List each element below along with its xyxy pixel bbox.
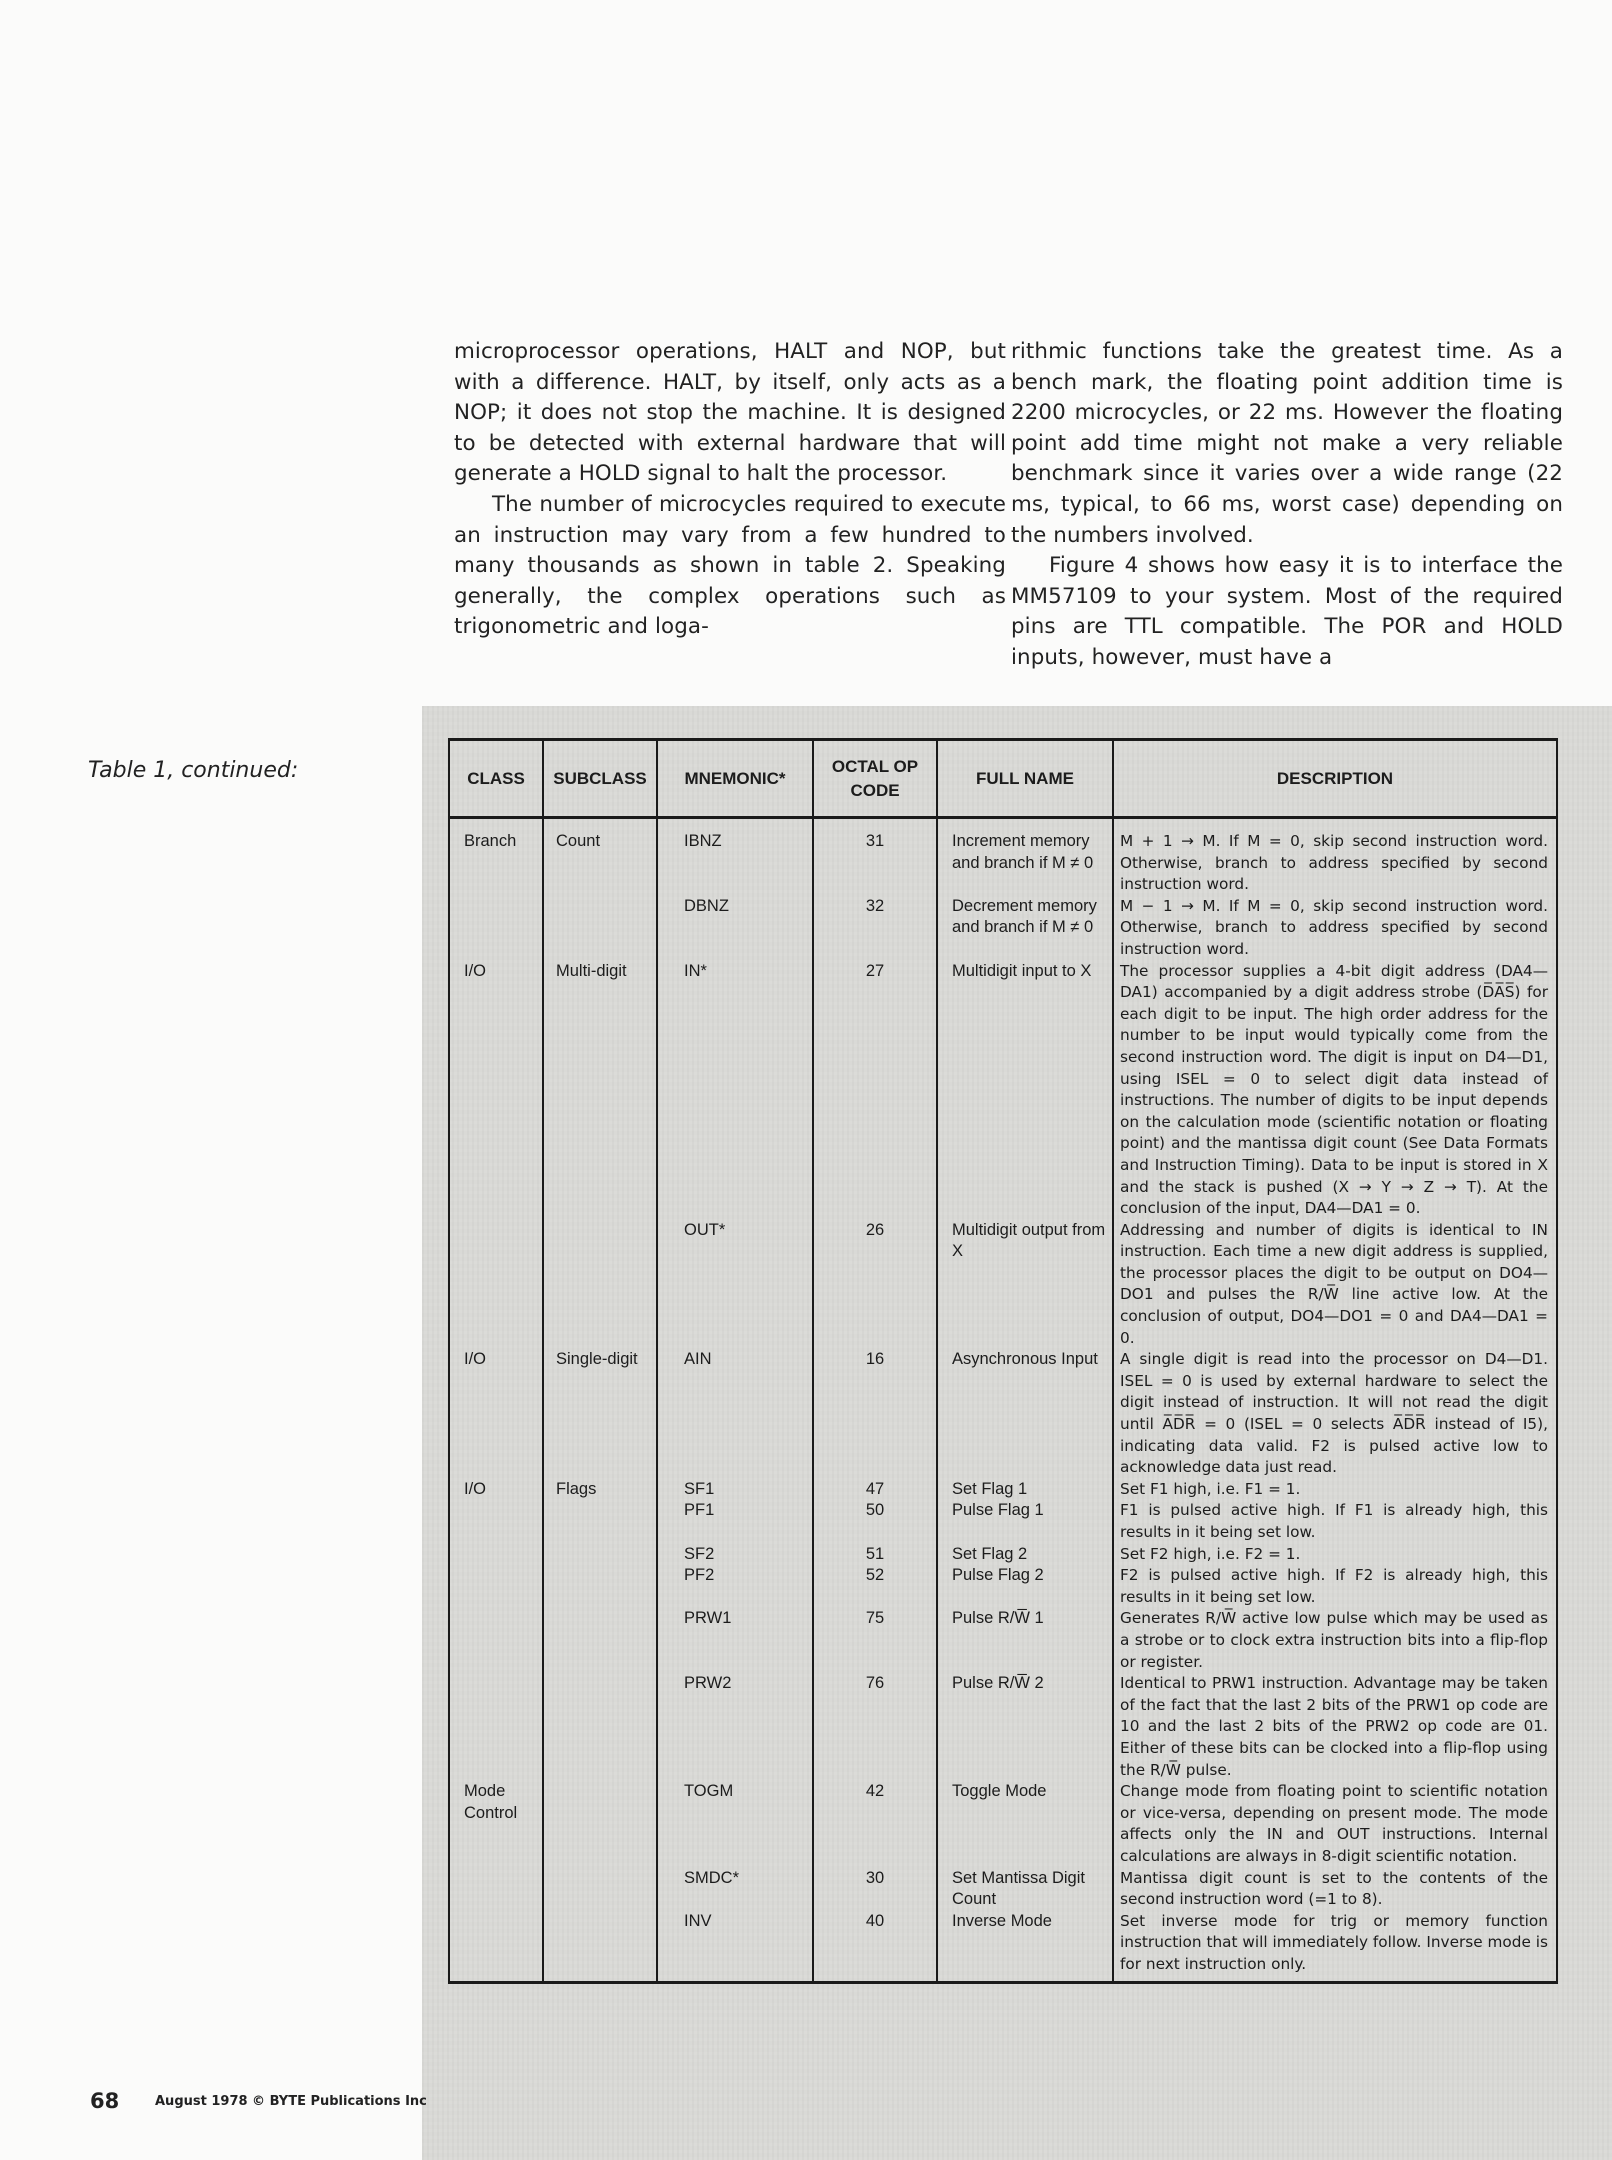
table-row	[449, 1544, 1557, 1566]
cell-mnemonic: AIN	[657, 1349, 813, 1479]
page-number: 68	[90, 2089, 120, 2113]
cell-subclass	[543, 1868, 657, 1911]
cell-mnemonic: INV	[657, 1911, 813, 1983]
cell-description: Set inverse mode for trig or memory function instruction that will immediately follow. Inverse mode is for next instruction only.	[1113, 1911, 1557, 1983]
cell-opcode: 50	[813, 1500, 937, 1543]
cell-class	[449, 1868, 543, 1911]
cell-class	[449, 1544, 543, 1566]
table-row	[449, 1781, 1557, 1867]
cell-full-name: Set Flag 2	[937, 1544, 1113, 1566]
cell-mnemonic: PF2	[657, 1565, 813, 1608]
cell-subclass: Single-digit	[543, 1349, 657, 1479]
cell-opcode: 52	[813, 1565, 937, 1608]
cell-class	[449, 1608, 543, 1673]
cell-description: Set F1 high, i.e. F1 = 1.	[1113, 1479, 1557, 1501]
cell-full-name: Increment memory and branch if M ≠ 0	[937, 818, 1113, 896]
cell-subclass: Count	[543, 818, 657, 896]
cell-class: Branch	[449, 818, 543, 896]
cell-description: M + 1 → M. If M = 0, skip second instruction word. Otherwise, branch to address specified by second instruction word.	[1113, 818, 1557, 896]
paragraph: The number of microcycles required to execute an instruction may vary from a few hundred to many thousands as shown in table 2. Speaking generally, the complex operations such as trigonometric and loga-	[454, 491, 1006, 640]
cell-full-name: Pulse Flag 1	[937, 1500, 1113, 1543]
header-mnemonic: MNEMONIC*	[657, 740, 813, 818]
cell-description: Change mode from floating point to scientific notation or vice-versa, depending on present mode. The mode affects only the IN and OUT instructions. Internal calculations are always in 8-digit scientific notation.	[1113, 1781, 1557, 1867]
cell-full-name: Set Mantissa Digit Count	[937, 1868, 1113, 1911]
table-header-row	[449, 740, 1557, 818]
cell-subclass	[543, 1220, 657, 1350]
cell-opcode: 16	[813, 1349, 937, 1479]
cell-description: Set F2 high, i.e. F2 = 1.	[1113, 1544, 1557, 1566]
cell-opcode: 26	[813, 1220, 937, 1350]
cell-opcode: 51	[813, 1544, 937, 1566]
cell-full-name: Set Flag 1	[937, 1479, 1113, 1501]
cell-subclass: Flags	[543, 1479, 657, 1501]
table-row	[449, 1500, 1557, 1543]
article-column-left	[454, 337, 1006, 643]
cell-description: F1 is pulsed active high. If F1 is already high, this results in it being set low.	[1113, 1500, 1557, 1543]
article-column-right	[1011, 337, 1563, 674]
cell-description: The processor supplies a 4-bit digit address (DA4—DA1) accompanied by a digit address strobe (D̅A̅S̅) for each digit to be input. The high order address for the number to be input would typically come from the second instruction word. The digit is input on D4—D1, using ISEL = 0 to select digit data instead of instructions. The number of digits to be input depends on the calculation mode (scientific notation or floating point) and the mantissa digit count (See Data Formats and Instruction Timing). Data to be input is stored in X and the stack is pushed (X → Y → Z → T). At the conclusion of the input, DA4—DA1 = 0.	[1113, 961, 1557, 1220]
cell-full-name: Pulse Flag 2	[937, 1565, 1113, 1608]
cell-subclass	[543, 1911, 657, 1983]
cell-description: Mantissa digit count is set to the contents of the second instruction word (=1 to 8).	[1113, 1868, 1557, 1911]
cell-subclass	[543, 1565, 657, 1608]
cell-class	[449, 1565, 543, 1608]
header-description: DESCRIPTION	[1113, 740, 1557, 818]
cell-full-name: Inverse Mode	[937, 1911, 1113, 1983]
table-row	[449, 961, 1557, 1220]
cell-class: I/O	[449, 961, 543, 1220]
cell-description: A single digit is read into the processor on D4—D1. ISEL = 0 is used by external hardware to select the digit instead of instruction. It will not read the digit until A̅D̅R̅ = 0 (ISEL = 0 selects A̅D̅R̅ instead of I5), indicating data valid. F2 is pulsed active low to acknowledge data just read.	[1113, 1349, 1557, 1479]
cell-opcode: 42	[813, 1781, 937, 1867]
cell-opcode: 32	[813, 896, 937, 961]
cell-description: F2 is pulsed active high. If F2 is already high, this results in it being set low.	[1113, 1565, 1557, 1608]
cell-class	[449, 1673, 543, 1781]
table-row	[449, 1868, 1557, 1911]
cell-opcode: 75	[813, 1608, 937, 1673]
cell-opcode: 76	[813, 1673, 937, 1781]
header-class: CLASS	[449, 740, 543, 818]
header-subclass: SUBCLASS	[543, 740, 657, 818]
instruction-table	[448, 738, 1558, 1984]
cell-description: Identical to PRW1 instruction. Advantage may be taken of the fact that the last 2 bits of the PRW1 op code are 10 and the last 2 bits of the PRW2 op code are 01. Either of these bits can be clocked into a flip-flop using the R/W̅ pulse.	[1113, 1673, 1557, 1781]
cell-subclass	[543, 1500, 657, 1543]
cell-opcode: 30	[813, 1868, 937, 1911]
cell-opcode: 47	[813, 1479, 937, 1501]
cell-subclass	[543, 1781, 657, 1867]
table-row	[449, 1608, 1557, 1673]
cell-description: Addressing and number of digits is identical to IN instruction. Each time a new digit address is supplied, the processor places the digit to be output on DO4—DO1 and pulses the R/W̅ line active low. At the conclusion of output, DO4—DO1 = 0 and DA4—DA1 = 0.	[1113, 1220, 1557, 1350]
cell-class: I/O	[449, 1349, 543, 1479]
table-row	[449, 1911, 1557, 1983]
cell-subclass: Multi-digit	[543, 961, 657, 1220]
cell-class: Mode Control	[449, 1781, 543, 1867]
cell-subclass	[543, 1608, 657, 1673]
table-row	[449, 1349, 1557, 1479]
header-opcode: OCTAL OP CODE	[813, 740, 937, 818]
cell-mnemonic: PF1	[657, 1500, 813, 1543]
table-row	[449, 1479, 1557, 1501]
cell-mnemonic: SMDC*	[657, 1868, 813, 1911]
cell-full-name: Multidigit output from X	[937, 1220, 1113, 1350]
table-caption: Table 1, continued:	[88, 758, 299, 783]
cell-description: Generates R/W̅ active low pulse which may be used as a strobe or to clock extra instruction bits into a flip-flop or register.	[1113, 1608, 1557, 1673]
cell-full-name: Decrement memory and branch if M ≠ 0	[937, 896, 1113, 961]
cell-class	[449, 1500, 543, 1543]
cell-mnemonic: DBNZ	[657, 896, 813, 961]
cell-full-name: Multidigit input to X	[937, 961, 1113, 1220]
cell-mnemonic: IN*	[657, 961, 813, 1220]
paragraph: rithmic functions take the greatest time. As a bench mark, the floating point addition time is 2200 microcycles, or 22 ms. However the floating point add time might not make a very reliable benchmark since it varies over a wide range (22 ms, typical, to 66 ms, worst case) depending on the numbers involved.	[1011, 339, 1563, 548]
cell-full-name: Pulse R/W̅ 2	[937, 1673, 1113, 1781]
cell-mnemonic: PRW2	[657, 1673, 813, 1781]
cell-subclass	[543, 1544, 657, 1566]
cell-class	[449, 896, 543, 961]
publication-line: August 1978 © BYTE Publications Inc	[155, 2094, 427, 2109]
cell-mnemonic: OUT*	[657, 1220, 813, 1350]
cell-mnemonic: SF1	[657, 1479, 813, 1501]
cell-full-name: Toggle Mode	[937, 1781, 1113, 1867]
cell-opcode: 40	[813, 1911, 937, 1983]
table-body	[449, 818, 1557, 1983]
cell-opcode: 31	[813, 818, 937, 896]
cell-class: I/O	[449, 1479, 543, 1501]
header-full-name: FULL NAME	[937, 740, 1113, 818]
cell-full-name: Pulse R/W̅ 1	[937, 1608, 1113, 1673]
cell-subclass	[543, 1673, 657, 1781]
cell-opcode: 27	[813, 961, 937, 1220]
cell-subclass	[543, 896, 657, 961]
cell-mnemonic: SF2	[657, 1544, 813, 1566]
cell-mnemonic: IBNZ	[657, 818, 813, 896]
cell-description: M − 1 → M. If M = 0, skip second instruction word. Otherwise, branch to address specified by second instruction word.	[1113, 896, 1557, 961]
paragraph: Figure 4 shows how easy it is to interface the MM57109 to your system. Most of the required pins are TTL compatible. The POR and HOLD inputs, however, must have a	[1011, 553, 1563, 670]
table-row	[449, 1220, 1557, 1350]
cell-mnemonic: TOGM	[657, 1781, 813, 1867]
cell-class	[449, 1911, 543, 1983]
table-row	[449, 818, 1557, 896]
table-row	[449, 1565, 1557, 1608]
table-row	[449, 896, 1557, 961]
cell-class	[449, 1220, 543, 1350]
cell-mnemonic: PRW1	[657, 1608, 813, 1673]
cell-full-name: Asynchronous Input	[937, 1349, 1113, 1479]
table-row	[449, 1673, 1557, 1781]
paragraph: microprocessor operations, HALT and NOP, but with a difference. HALT, by itself, only acts as a NOP; it does not stop the machine. It is designed to be detected with external hardware that will generate a HOLD signal to halt the processor.	[454, 339, 1006, 487]
